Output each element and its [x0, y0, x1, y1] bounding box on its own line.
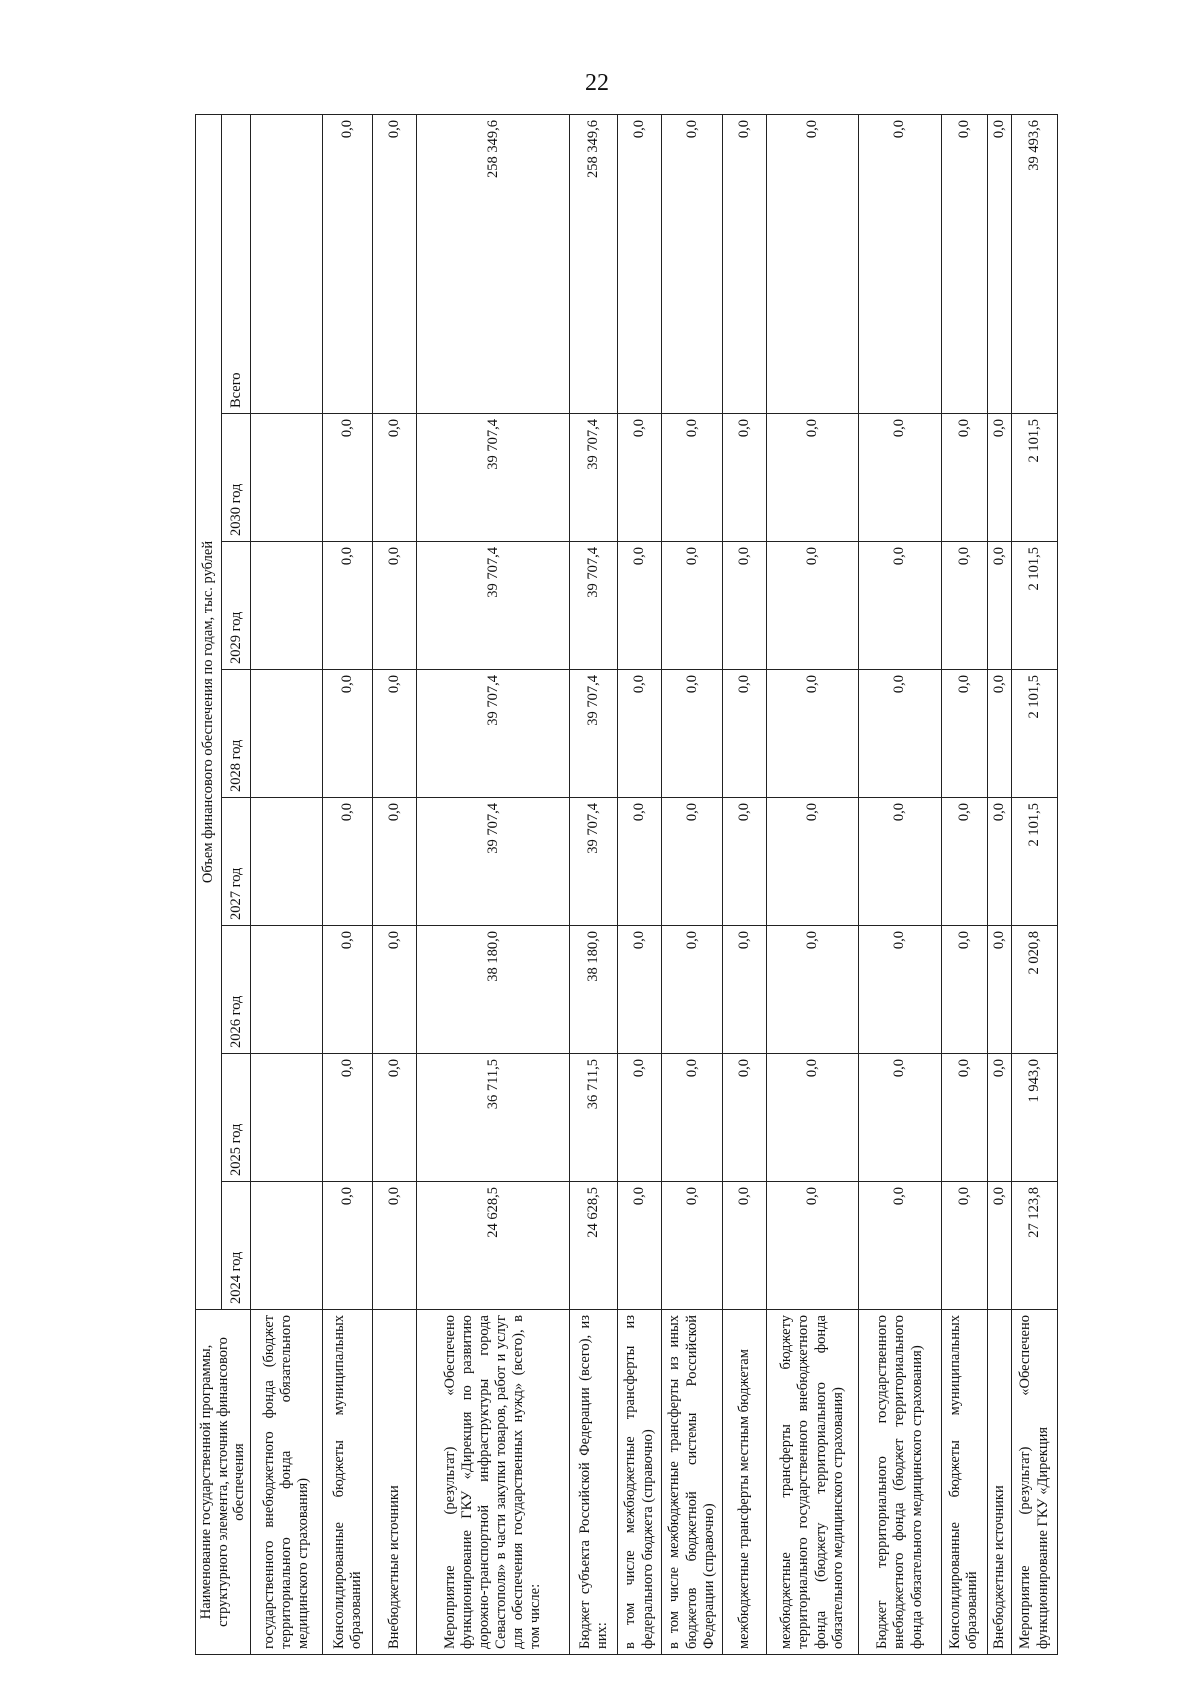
row-value-total: 0,0	[858, 114, 941, 413]
row-value-year: 0,0	[373, 670, 417, 798]
row-value-year: 0,0	[373, 1054, 417, 1182]
row-value-total: 0,0	[987, 114, 1011, 413]
row-value-year: 0,0	[618, 1054, 662, 1182]
row-value-year: 0,0	[661, 798, 723, 926]
row-value-year: 0,0	[373, 926, 417, 1054]
row-value-year: 0,0	[941, 1054, 987, 1182]
row-value-year: 0,0	[987, 670, 1011, 798]
row-value-year: 0,0	[323, 414, 373, 542]
row-value-year: 39 707,4	[570, 670, 618, 798]
row-value-year: 36 711,5	[570, 1054, 618, 1182]
row-value-year: 0,0	[941, 670, 987, 798]
row-value-year: 0,0	[941, 542, 987, 670]
row-value-year: 0,0	[767, 542, 859, 670]
row-source-name: Бюджет территориального государственного внебюджетного фонда (бюджет территориального фонда обязательного медицинского страхования)	[858, 1310, 941, 1655]
table-row	[987, 114, 1011, 1654]
row-value-year: 0,0	[987, 1182, 1011, 1310]
row-value-year: 0,0	[767, 1054, 859, 1182]
row-value-year: 0,0	[987, 1054, 1011, 1182]
row-value-year: 0,0	[987, 798, 1011, 926]
table-body	[251, 114, 1058, 1654]
row-value-year: 0,0	[618, 1182, 662, 1310]
row-value-year: 0,0	[858, 798, 941, 926]
row-value-year: 0,0	[323, 798, 373, 926]
row-value-year: 0,0	[618, 670, 662, 798]
page-number: 22	[585, 70, 609, 96]
row-source-name: в том числе межбюджетные трансферты из федерального бюджета (справочно)	[618, 1310, 662, 1655]
row-value-year: 0,0	[723, 542, 767, 670]
header-year-2025: 2025 год	[222, 1054, 251, 1182]
row-value-year	[251, 798, 323, 926]
row-value-total: 0,0	[373, 114, 417, 413]
row-value-year: 0,0	[767, 1182, 859, 1310]
row-value-year: 0,0	[373, 414, 417, 542]
row-source-name: Мероприятие (результат) «Обеспечено функционирование ГКУ «Дирекция	[1012, 1310, 1058, 1655]
row-value-year: 0,0	[661, 670, 723, 798]
table-row	[661, 114, 723, 1654]
table-row	[618, 114, 662, 1654]
row-value-year: 24 628,5	[570, 1182, 618, 1310]
row-value-year: 0,0	[941, 414, 987, 542]
row-value-year: 0,0	[858, 1182, 941, 1310]
row-value-total: 0,0	[661, 114, 723, 413]
row-value-year: 36 711,5	[417, 1054, 570, 1182]
header-year-2027: 2027 год	[222, 798, 251, 926]
row-value-year: 38 180,0	[417, 926, 570, 1054]
row-value-year	[251, 542, 323, 670]
row-value-year: 2 101,5	[1012, 414, 1058, 542]
row-value-year: 39 707,4	[570, 798, 618, 926]
row-value-year: 39 707,4	[417, 542, 570, 670]
row-value-year: 0,0	[373, 542, 417, 670]
row-value-year: 0,0	[858, 1054, 941, 1182]
row-value-year: 0,0	[987, 926, 1011, 1054]
row-source-name: Бюджет субъекта Российской Федерации (всего), из них:	[570, 1310, 618, 1655]
row-value-year: 0,0	[858, 670, 941, 798]
row-value-year: 2 101,5	[1012, 670, 1058, 798]
table-row	[323, 114, 373, 1654]
header-group-title: Объем финансового обеспечения по годам, тыс. рублей	[196, 114, 222, 1309]
header-year-2029: 2029 год	[222, 542, 251, 670]
row-source-name: Мероприятие (результат) «Обеспечено функционирование ГКУ «Дирекция по развитию дорожно-транспортной инфраструктуры города Севастополя» в части закупки товаров, работ и услуг для обеспечения государственных нужд» (всего), в том числе:	[417, 1310, 570, 1655]
row-value-year: 24 628,5	[417, 1182, 570, 1310]
row-source-name: Консолидированные бюджеты муниципальных образований	[323, 1310, 373, 1655]
table-row	[1012, 114, 1058, 1654]
header-year-2028: 2028 год	[222, 670, 251, 798]
row-value-total: 39 493,6	[1012, 114, 1058, 413]
row-value-year	[251, 414, 323, 542]
row-value-year: 0,0	[723, 414, 767, 542]
row-value-total: 0,0	[618, 114, 662, 413]
row-source-name: в том числе межбюджетные трансферты из иных бюджетов бюджетной системы Российской Федерации (справочно)	[661, 1310, 723, 1655]
row-value-year: 0,0	[661, 542, 723, 670]
row-source-name: государственного внебюджетного фонда (бюджет территориального фонда обязательного медицинского страхования)	[251, 1310, 323, 1655]
row-value-year: 38 180,0	[570, 926, 618, 1054]
row-value-year: 39 707,4	[417, 798, 570, 926]
table-row	[858, 114, 941, 1654]
rotated-table-container	[195, 115, 1055, 1655]
row-value-year: 0,0	[373, 798, 417, 926]
row-value-year: 0,0	[767, 798, 859, 926]
table-row	[417, 114, 570, 1654]
row-value-year: 0,0	[987, 414, 1011, 542]
row-value-total: 0,0	[767, 114, 859, 413]
row-value-year: 2 101,5	[1012, 798, 1058, 926]
row-value-year: 0,0	[618, 798, 662, 926]
row-value-year: 0,0	[661, 1054, 723, 1182]
row-value-year	[251, 926, 323, 1054]
table-row	[373, 114, 417, 1654]
row-value-year: 0,0	[723, 798, 767, 926]
header-year-2030: 2030 год	[222, 414, 251, 542]
row-value-year: 0,0	[661, 1182, 723, 1310]
row-value-year: 1 943,0	[1012, 1054, 1058, 1182]
row-value-year: 0,0	[767, 670, 859, 798]
table-row	[767, 114, 859, 1654]
header-total: Всего	[222, 114, 251, 413]
row-value-total: 0,0	[723, 114, 767, 413]
row-value-year: 0,0	[723, 670, 767, 798]
row-value-year: 0,0	[723, 926, 767, 1054]
row-value-year: 0,0	[767, 414, 859, 542]
table-row	[570, 114, 618, 1654]
row-value-year: 0,0	[858, 414, 941, 542]
row-value-year	[251, 670, 323, 798]
row-value-year: 2 020,8	[1012, 926, 1058, 1054]
row-value-year: 0,0	[618, 414, 662, 542]
row-value-year: 0,0	[941, 1182, 987, 1310]
row-value-year: 0,0	[987, 542, 1011, 670]
row-value-year: 39 707,4	[570, 414, 618, 542]
row-value-year: 0,0	[323, 542, 373, 670]
row-value-total: 0,0	[323, 114, 373, 413]
row-value-total: 258 349,6	[417, 114, 570, 413]
row-value-total: 258 349,6	[570, 114, 618, 413]
row-value-year: 0,0	[941, 798, 987, 926]
row-value-year: 0,0	[858, 926, 941, 1054]
row-source-name: Консолидированные бюджеты муниципальных образований	[941, 1310, 987, 1655]
row-value-total	[251, 114, 323, 413]
row-value-year: 2 101,5	[1012, 542, 1058, 670]
row-value-year: 0,0	[323, 1182, 373, 1310]
row-value-year: 0,0	[618, 542, 662, 670]
row-value-year: 39 707,4	[417, 670, 570, 798]
row-value-year	[251, 1182, 323, 1310]
header-year-2026: 2026 год	[222, 926, 251, 1054]
row-source-name: Внебюджетные источники	[987, 1310, 1011, 1655]
row-value-year: 39 707,4	[570, 542, 618, 670]
row-value-year: 0,0	[767, 926, 859, 1054]
row-value-year: 0,0	[723, 1182, 767, 1310]
row-source-name: Внебюджетные источники	[373, 1310, 417, 1655]
table-row	[251, 114, 323, 1654]
table-row	[941, 114, 987, 1654]
row-value-year: 27 123,8	[1012, 1182, 1058, 1310]
row-value-year: 0,0	[323, 1054, 373, 1182]
table-row	[723, 114, 767, 1654]
financing-table	[195, 114, 1058, 1655]
row-source-name: межбюджетные трансферты бюджету территориального государственного внебюджетного фонда (бюджету территориального фонда обязательного медицинского страхования)	[767, 1310, 859, 1655]
row-value-year: 0,0	[661, 926, 723, 1054]
row-source-name: межбюджетные трансферты местным бюджетам	[723, 1310, 767, 1655]
row-value-year	[251, 1054, 323, 1182]
row-value-total: 0,0	[941, 114, 987, 413]
row-value-year: 39 707,4	[417, 414, 570, 542]
header-year-2024: 2024 год	[222, 1182, 251, 1310]
row-value-year: 0,0	[858, 542, 941, 670]
row-value-year: 0,0	[941, 926, 987, 1054]
header-name-column: Наименование государственной программы, структурного элемента, источник финансового обеспечения	[196, 1310, 251, 1655]
row-value-year: 0,0	[661, 414, 723, 542]
row-value-year: 0,0	[323, 670, 373, 798]
row-value-year: 0,0	[373, 1182, 417, 1310]
row-value-year: 0,0	[618, 926, 662, 1054]
row-value-year: 0,0	[723, 1054, 767, 1182]
row-value-year: 0,0	[323, 926, 373, 1054]
